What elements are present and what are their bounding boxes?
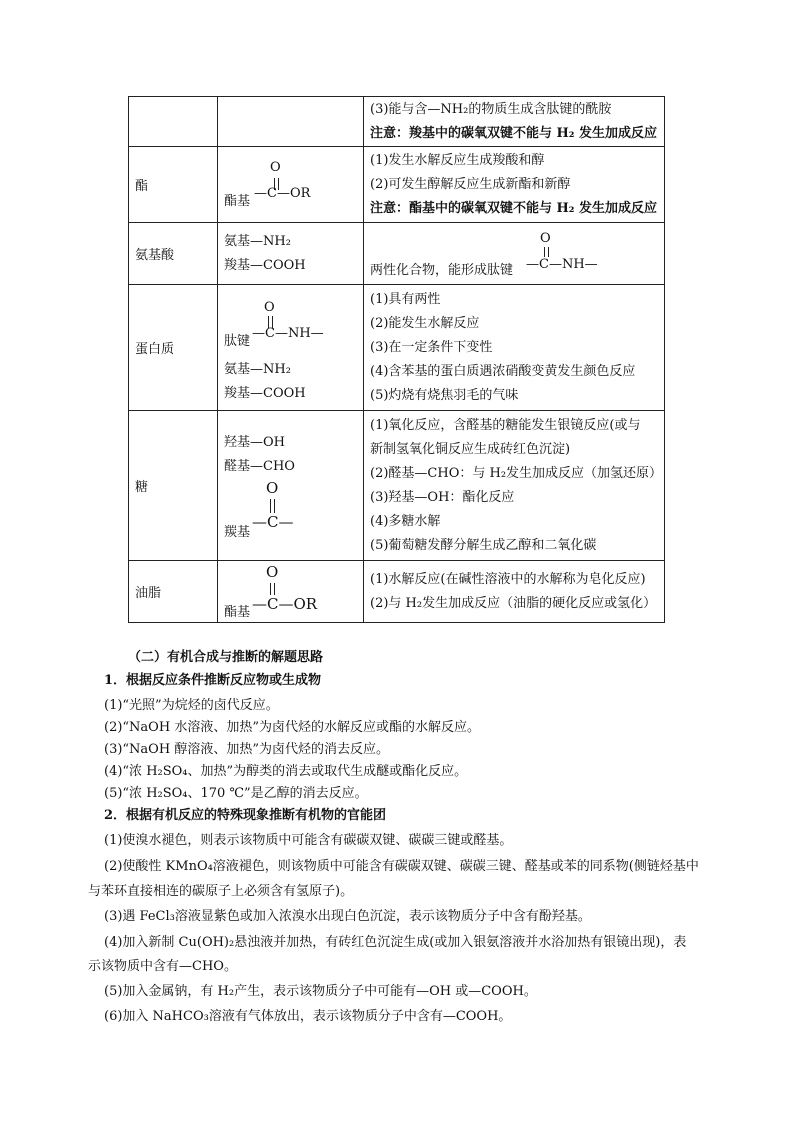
property-line: (4)含苯基的蛋白质遇浓硝酸变黄发生颜色反应	[370, 363, 636, 379]
property-text: 两性化合物，能形成肽键	[370, 262, 514, 278]
property-line: (5)灼烧有烧焦羽毛的气味	[370, 387, 519, 403]
group-formula: —C—OR	[252, 594, 318, 613]
oxygen-label: O	[270, 159, 281, 175]
property-line: (2)能发生水解反应	[370, 315, 480, 331]
substance-name: 油脂	[129, 561, 218, 623]
group-line: 氨基—NH₂	[224, 361, 291, 377]
property-cell	[364, 285, 665, 411]
double-bond	[270, 499, 275, 513]
oil-structure	[218, 563, 363, 621]
group-line: 羧基—COOH	[224, 385, 306, 401]
table-row	[129, 411, 665, 561]
section-title: （二）有机合成与推断的解题思路	[128, 650, 324, 665]
paragraph: 与苯环直接相连的碳原子上必须含有氢原子)。	[88, 884, 354, 899]
sugar-groups	[218, 413, 363, 559]
group-label: 酯基	[224, 193, 251, 209]
prop-formula: —C—NH—	[526, 256, 598, 272]
property-cell	[364, 147, 665, 223]
property-line: (3)能与含—NH₂的物质生成含肽键的酰胺	[370, 101, 612, 117]
property-line: (3)羟基—OH：酯化反应	[370, 489, 515, 505]
paragraph: (6)加入 NaHCO₃溶液有气体放出，表示该物质分子中含有—COOH。	[104, 1009, 512, 1024]
paragraph: (2)使酸性 KMnO₄溶液褪色，则该物质中可能含有碳碳双键、碳碳三键、醛基或苯的同系物(侧链烃基中	[104, 859, 699, 874]
property-line: (1)具有两性	[370, 291, 441, 307]
peptide-structure	[370, 225, 664, 283]
double-bond	[544, 247, 549, 257]
group-label: 酯基	[224, 604, 251, 620]
functional-group-table	[128, 96, 665, 623]
list-item: (5)“浓 H₂SO₄、170 ℃”是乙醇的消去反应。	[104, 786, 368, 801]
note-line: 注意：羧基中的碳氧双键不能与 H₂ 发生加成反应	[370, 125, 658, 141]
list-item: (3)“NaOH 醇溶液、加热”为卤代烃的消去反应。	[104, 742, 389, 757]
property-cell	[364, 561, 665, 623]
property-line: (2)与 H₂发生加成反应（油脂的硬化反应或氢化）	[370, 595, 657, 611]
paragraph: (3)遇 FeCl₃溶液显紫色或加入浓溴水出现白色沉淀，表示该物质分子中含有酚羟基。	[104, 909, 591, 924]
table-row	[129, 285, 665, 411]
property-line: (2)可发生醇解反应生成新酯和新醇	[370, 176, 571, 192]
property-line: (4)多糖水解	[370, 513, 441, 529]
note-line: 注意：酯基中的碳氧双键不能与 H₂ 发生加成反应	[370, 200, 658, 216]
substance-cell	[129, 97, 218, 147]
group-cell	[218, 411, 364, 561]
ester-structure	[218, 150, 363, 220]
substance-name: 氨基酸	[129, 223, 218, 285]
group-line: 羧基—COOH	[224, 257, 306, 273]
paragraph: 示该物质中含有—CHO。	[88, 959, 237, 974]
group-cell	[218, 223, 364, 285]
double-bond	[270, 583, 275, 595]
group-cell	[218, 97, 364, 147]
paragraph: (1)使溴水褪色，则表示该物质中可能含有碳碳双键、碳碳三键或醛基。	[104, 833, 513, 848]
substance-name: 糖	[129, 411, 218, 561]
group-label: 羰基	[224, 524, 251, 540]
group-cell	[218, 561, 364, 623]
property-line: (5)葡萄糖发酵分解生成乙醇和二氧化碳	[370, 537, 597, 553]
group-cell	[218, 285, 364, 411]
list-item: (2)“NaOH 水溶液、加热”为卤代烃的水解反应或酯的水解反应。	[104, 720, 480, 735]
property-line: (3)在一定条件下变性	[370, 339, 493, 355]
property-cell	[364, 97, 665, 147]
group-label: 肽键	[224, 333, 251, 349]
group-line: 羟基—OH	[224, 434, 285, 450]
substance-name: 酯	[129, 147, 218, 223]
group-line: 氨基—NH₂	[224, 233, 291, 249]
group-cell	[218, 147, 364, 223]
substance-name: 蛋白质	[129, 285, 218, 411]
group-formula: —C—NH—	[252, 325, 324, 341]
property-line: (1)水解反应(在碱性溶液中的水解称为皂化反应)	[370, 571, 646, 587]
oxygen-label: O	[266, 562, 279, 581]
heading-1: 1．根据反应条件推断反应物或生成物	[104, 673, 322, 688]
table-row	[129, 561, 665, 623]
oxygen-label: O	[540, 230, 551, 246]
oxygen-label: O	[266, 478, 279, 497]
property-line: (2)醛基—CHO：与 H₂发生加成反应（加氢还原）	[370, 465, 663, 481]
group-formula: —C—OR	[254, 185, 311, 201]
property-cell	[364, 411, 665, 561]
table-row	[129, 223, 665, 285]
table-row	[129, 97, 665, 147]
property-cell	[364, 223, 665, 285]
property-line: (1)发生水解反应生成羧酸和醇	[370, 152, 545, 168]
property-line: (1)氧化反应，含醛基的糖能发生银镜反应(或与	[370, 417, 641, 433]
paragraph: (4)加入新制 Cu(OH)₂悬浊液并加热，有砖红色沉淀生成(或加入银氨溶液并水浴加热有银镜出现)，表	[104, 935, 687, 950]
protein-groups	[218, 288, 363, 408]
property-line: 新制氢氧化铜反应生成砖红色沉淀)	[370, 441, 571, 457]
oxygen-label: O	[264, 299, 275, 315]
group-formula: —C—	[252, 512, 294, 531]
group-line: 醛基—CHO	[224, 458, 295, 474]
heading-2: 2．根据有机反应的特殊现象推断有机物的官能团	[104, 808, 387, 823]
paragraph: (5)加入金属钠，有 H₂产生，表示该物质分子中可能有—OH 或—COOH。	[104, 984, 537, 999]
list-item: (4)“浓 H₂SO₄、加热”为醇类的消去或取代生成醚或酯化反应。	[104, 764, 468, 779]
list-item: (1)“光照”为烷烃的卤代反应。	[104, 698, 279, 713]
table-row	[129, 147, 665, 223]
